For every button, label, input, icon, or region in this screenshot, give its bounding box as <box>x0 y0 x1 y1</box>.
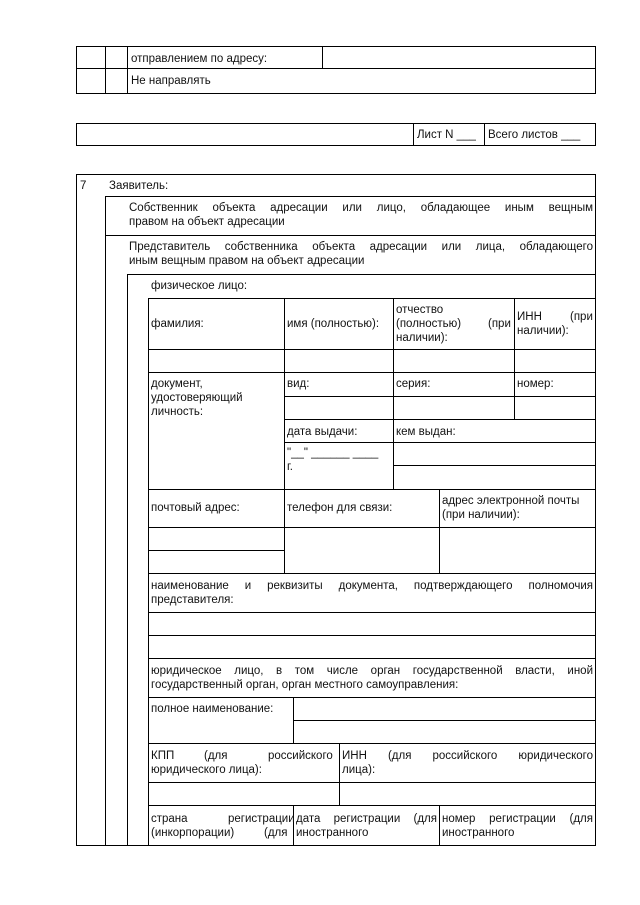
doc-line1: документ, <box>151 378 203 390</box>
top-mid-line <box>76 68 596 69</box>
doc-col-a <box>284 372 285 489</box>
row-applicant <box>105 196 596 197</box>
row-doc-values <box>284 419 596 420</box>
legal-title-line1: юридическое лицо, в том числе орган государственной власти, иной <box>151 665 593 677</box>
country-col-b <box>439 805 440 846</box>
email-line1: адрес электронной почты <box>442 495 580 507</box>
row-person-title <box>148 298 596 299</box>
doc-series-label: серия: <box>396 378 431 390</box>
email-line2: (при наличии): <box>442 509 520 521</box>
row-owner <box>105 235 596 236</box>
row-country-start <box>148 805 596 806</box>
top-border <box>76 46 596 47</box>
issue-date-label: дата выдачи: <box>287 426 358 438</box>
row-auth-value1 <box>148 612 596 613</box>
doc-kind-label: вид: <box>287 378 310 390</box>
name-label: имя (полностью): <box>287 318 380 330</box>
rep-line2: иным вещным правом на объект адресации <box>129 255 365 267</box>
row-postal-sub <box>148 550 285 551</box>
kpp-line1c: российского <box>268 750 333 762</box>
doc-line3: личность: <box>151 406 204 418</box>
no-send-label: Не направлять <box>131 75 211 87</box>
sheet-div2 <box>484 123 485 146</box>
row-doc-start <box>148 372 596 373</box>
person-title: физическое лицо: <box>151 280 248 292</box>
patronymic-line2a: (полностью) <box>396 318 462 330</box>
patronymic-line1: отчество <box>396 304 444 316</box>
sec7-bottom <box>76 845 596 846</box>
top-col3 <box>322 46 323 69</box>
name-col-c <box>514 298 515 372</box>
section-number: 7 <box>80 180 87 192</box>
row-kpp-start <box>148 743 596 744</box>
regnum-line1: номер регистрации (для <box>442 813 593 825</box>
sheet-top <box>76 123 596 124</box>
sheet-div1 <box>413 123 414 146</box>
name-col-a <box>284 298 285 372</box>
legal-inn-line2: лица): <box>342 764 376 776</box>
sec7-col1 <box>105 196 106 846</box>
top-left-border <box>76 46 77 94</box>
owner-line2: правом на объект адресации <box>129 216 285 228</box>
auth-line2: представителя: <box>151 594 234 606</box>
sheet-right <box>595 123 596 146</box>
postal-label: почтовый адрес: <box>151 502 240 514</box>
sec7-col3 <box>148 298 149 846</box>
top-col1 <box>105 46 106 94</box>
legal-inn-line1: ИНН (для российского юридического <box>342 750 593 762</box>
country-line2a: (инкорпорации) <box>151 827 235 839</box>
top-col2 <box>127 46 128 94</box>
doc-col-b <box>393 372 394 489</box>
patronymic-line2b: (при <box>488 318 511 330</box>
row-issued-sub <box>393 465 596 466</box>
kpp-line1a: КПП <box>151 750 175 762</box>
row-legal-start <box>148 658 596 659</box>
sec7-top <box>76 174 596 175</box>
date-blank-line1: "__" ______ ____ <box>287 447 379 459</box>
auth-line1: наименование и реквизиты документа, подтверждающего полномочия <box>151 580 593 592</box>
row-issue-date <box>284 442 596 443</box>
issued-by-label: кем выдан: <box>396 426 456 438</box>
doc-line2: удостоверяющий <box>151 392 243 404</box>
kpp-line1b: (для <box>204 750 228 762</box>
kpp-col <box>339 743 340 805</box>
rep-line1: Представитель собственника объекта адресации или лица, обладающего <box>129 241 593 253</box>
contact-col-b <box>439 489 440 574</box>
regnum-line2: иностранного <box>442 827 515 839</box>
country-line1b: регистрации <box>228 813 295 825</box>
full-name-label: полное наименование: <box>151 703 274 715</box>
country-line1a: страна <box>151 813 188 825</box>
row-kpp-values <box>148 782 596 783</box>
row-rep <box>127 274 596 275</box>
inn-line1a: ИНН <box>517 311 542 323</box>
doc-number-label: номер: <box>517 378 554 390</box>
top-bottom-line <box>76 93 596 94</box>
regdate-line1: дата регистрации (для <box>296 813 437 825</box>
applicant-label: Заявитель: <box>109 180 169 192</box>
date-blank-line2: г. <box>287 461 293 473</box>
surname-label: фамилия: <box>151 318 204 330</box>
row-name-values <box>148 349 596 350</box>
patronymic-line3: наличии): <box>396 332 448 344</box>
top-right-border <box>595 46 596 94</box>
sheet-bottom <box>76 145 596 146</box>
inn-line2: наличии): <box>517 325 569 337</box>
sheet-number-label: Лист N ___ <box>417 129 476 141</box>
row-legal-title <box>148 697 596 698</box>
legal-title-line2: государственный орган, орган местного самоуправления: <box>151 679 459 691</box>
contact-col-a <box>284 489 285 574</box>
name-col-b <box>393 298 394 372</box>
row-contact-values <box>148 527 596 528</box>
sec7-col2 <box>127 274 128 846</box>
sheet-left <box>76 123 77 146</box>
phone-label: телефон для связи: <box>287 502 393 514</box>
row-doc-kind <box>284 396 596 397</box>
kpp-line2: юридического лица): <box>151 764 262 776</box>
country-line2b: (для <box>264 827 288 839</box>
sec7-left <box>76 174 77 846</box>
row-auth-value2 <box>148 635 596 636</box>
regdate-line2: иностранного <box>296 827 369 839</box>
row-auth-start <box>148 573 596 574</box>
row-fullname-sub <box>293 720 596 721</box>
inn-line1b: (при <box>570 311 593 323</box>
owner-line1: Собственник объекта адресации или лицо, обладающее иным вещным <box>129 202 593 214</box>
total-sheets-label: Всего листов ___ <box>488 129 581 141</box>
row-postal-start <box>148 489 596 490</box>
by-address-label: отправлением по адресу: <box>131 53 268 65</box>
